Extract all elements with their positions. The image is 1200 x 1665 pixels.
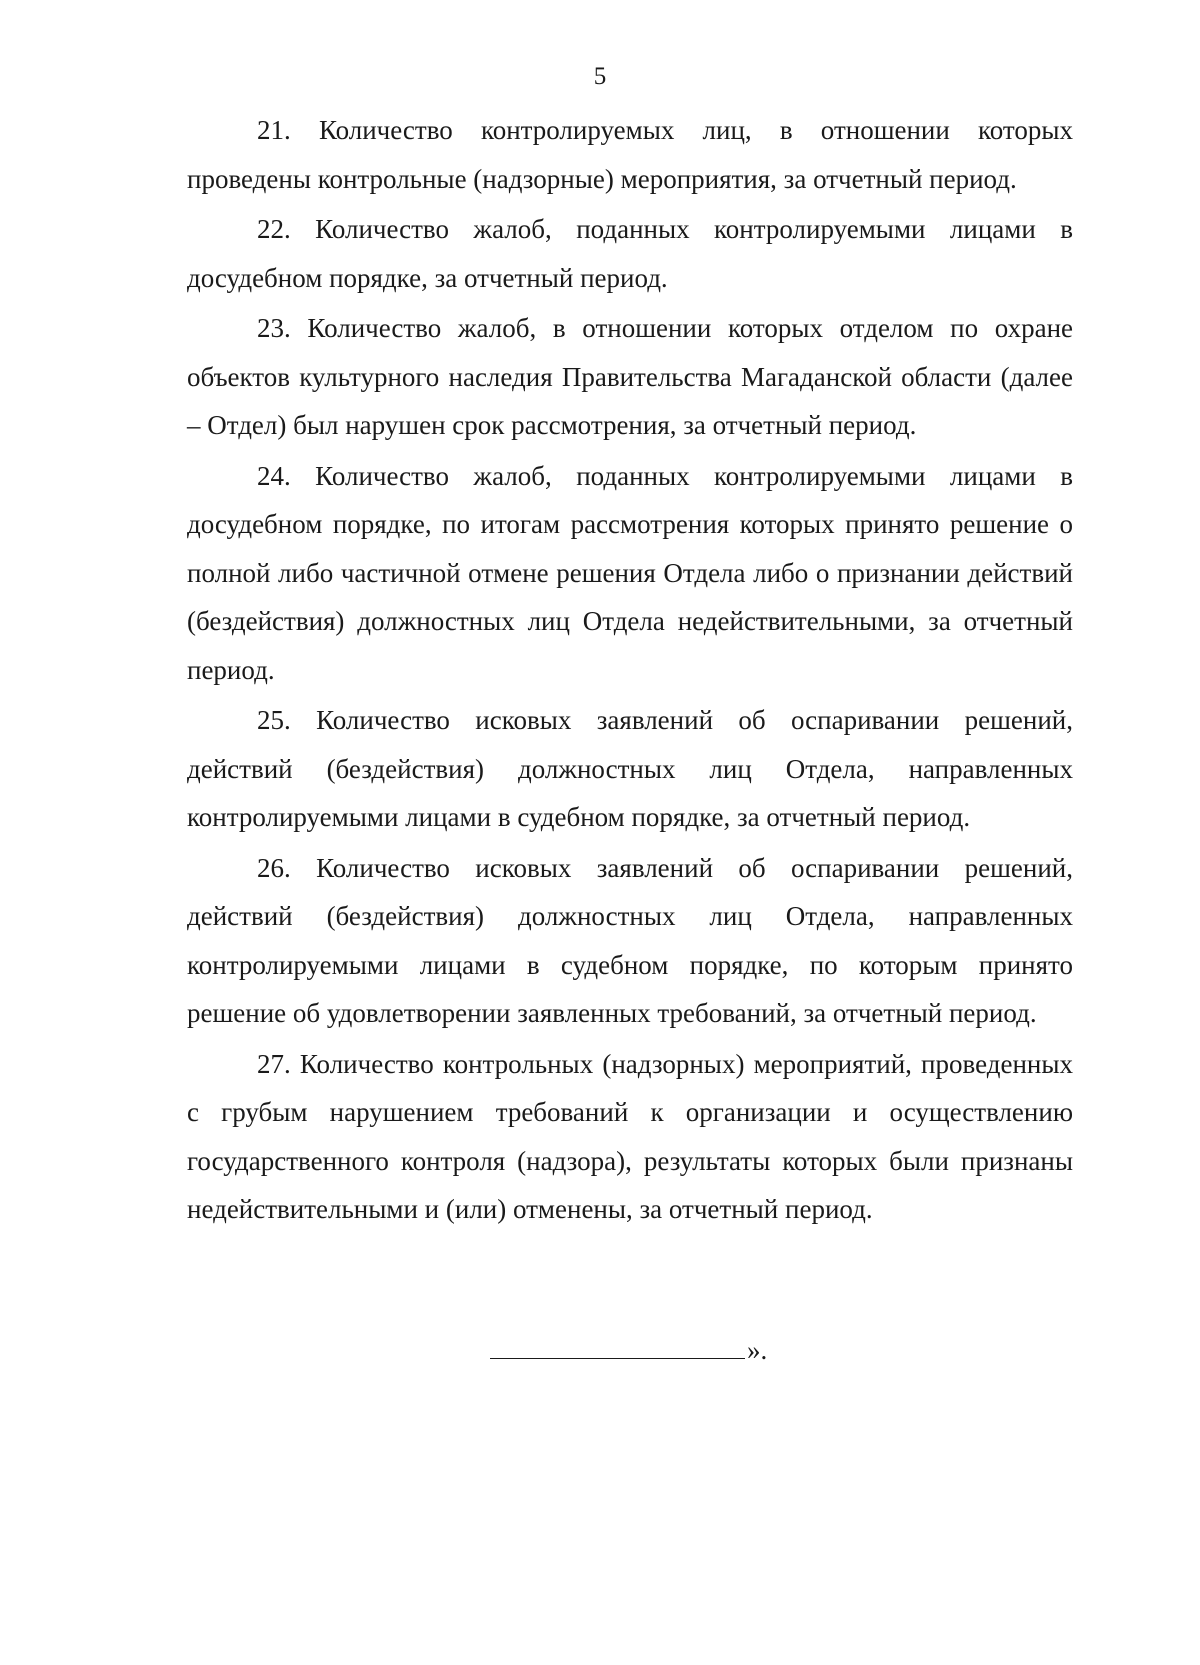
paragraph-23: 23. Количество жалоб, в отношении которых отделом по охране объектов культурного наследия Правительства Магаданской области (далее – Отдел) был нарушен срок рассмотрения, за отчетный период. <box>187 313 1073 440</box>
closing-quote: ». <box>747 1335 768 1365</box>
paragraph-22: 22. Количество жалоб, поданных контролируемыми лицами в досудебном порядке, за отчетный период. <box>187 214 1073 293</box>
paragraph-21: 21. Количество контролируемых лиц, в отношении которых проведены контрольные (надзорные) мероприятия, за отчетный период. <box>187 115 1073 194</box>
paragraph-24: 24. Количество жалоб, поданных контролируемыми лицами в досудебном порядке, по итогам рассмотрения которых принято решение о полной либо частичной отмене решения Отдела либо о признании действий (бездействия) должностных лиц Отдела недействительными, за отчетный период. <box>187 460 1073 685</box>
paragraph-26: 26. Количество исковых заявлений об оспаривании решений, действий (бездействия) должностных лиц Отдела, направленных контролируемыми лицами в судебном порядке, по которым принято решение об удовлетворении заявленных требований, за отчетный период. <box>187 852 1073 1028</box>
closing-mark-block <box>490 1330 767 1367</box>
closing-rule <box>490 1330 745 1359</box>
paragraph-27: 27. Количество контрольных (надзорных) мероприятий, проведенных с грубым нарушением требований к организации и осуществлению государственного контроля (надзора), результаты которых были признаны недействительными и (или) отменены, за отчетный период. <box>187 1048 1073 1224</box>
paragraph-25: 25. Количество исковых заявлений об оспаривании решений, действий (бездействия) должностных лиц Отдела, направленных контролируемыми лицами в судебном порядке, за отчетный период. <box>187 705 1073 832</box>
page-number: 5 <box>593 63 607 90</box>
document-body <box>187 106 1073 1234</box>
